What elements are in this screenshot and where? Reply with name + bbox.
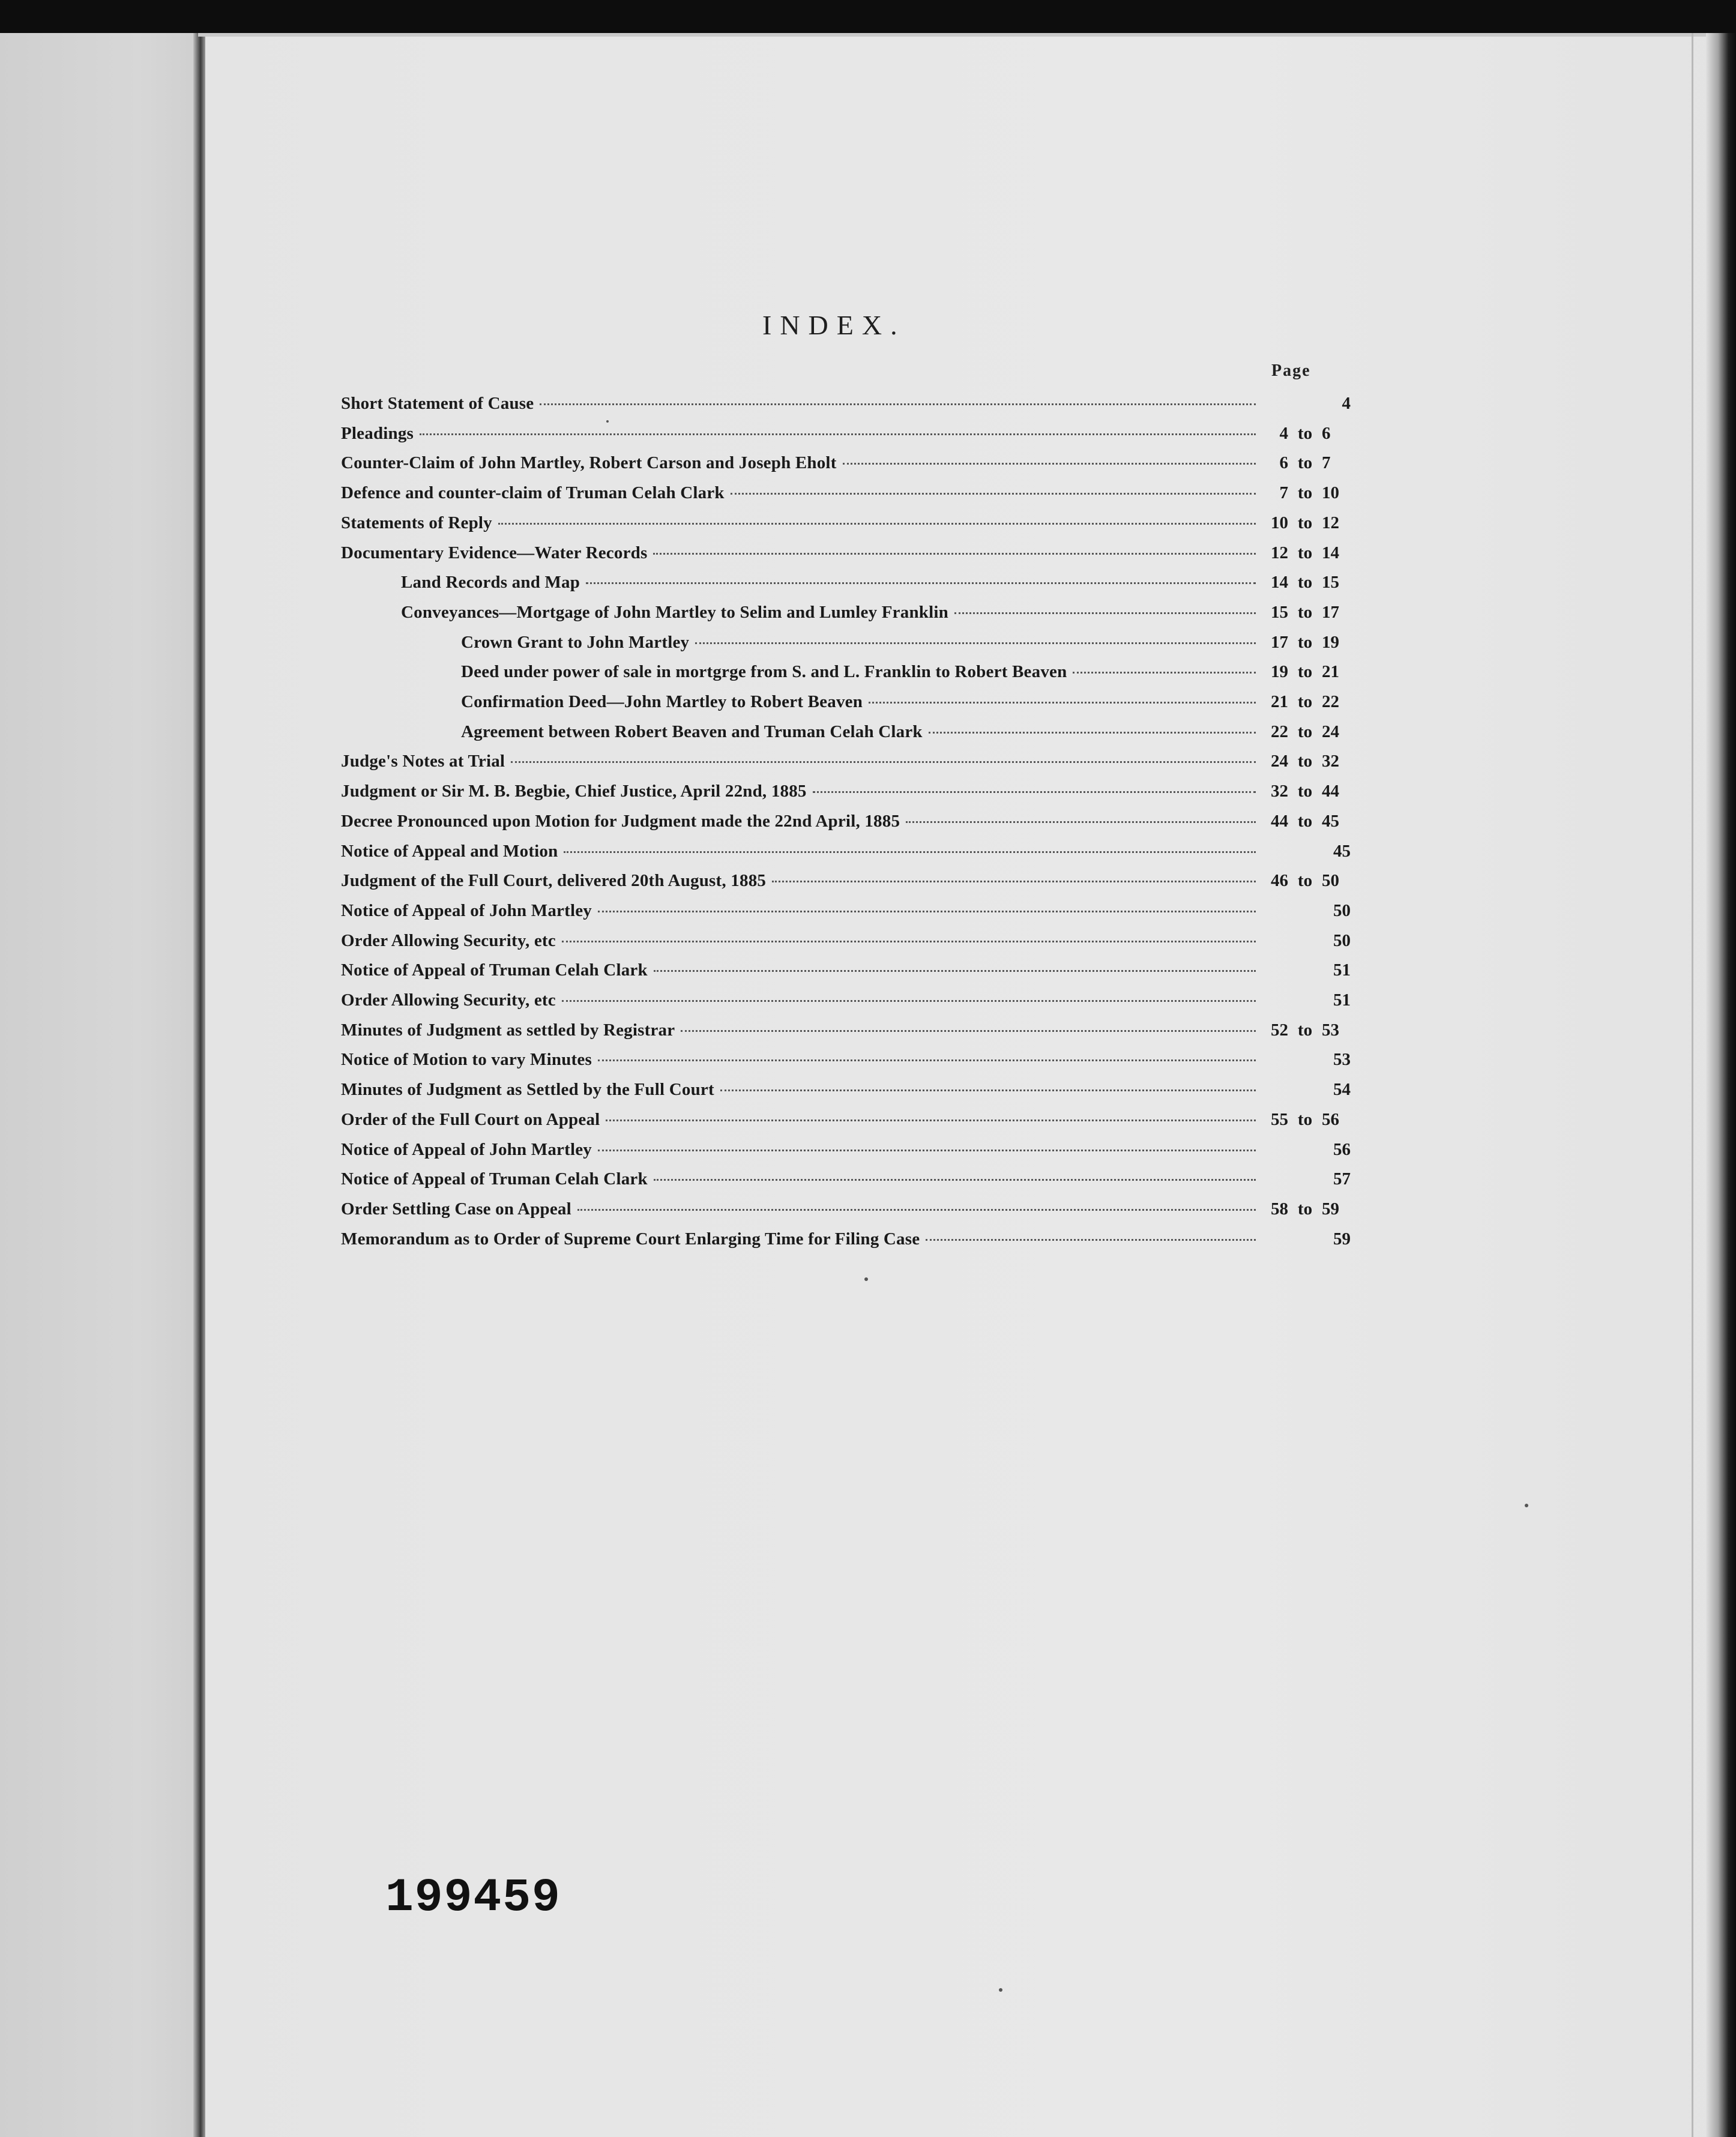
entry-page-to: 14 — [1322, 543, 1339, 562]
entry-page-range — [1259, 782, 1351, 806]
entry-title: Land Records and Map — [401, 573, 580, 592]
index-entry — [341, 782, 1262, 806]
dot-leader — [598, 1059, 1256, 1061]
entry-page-from: 22 — [1271, 722, 1288, 741]
index-entry — [341, 1229, 1262, 1253]
entry-title: Conveyances—Mortgage of John Martley to Selim and Lumley Franklin — [401, 603, 948, 622]
entry-page-to: 17 — [1322, 603, 1339, 622]
accession-number-stamp: 199459 — [385, 1872, 561, 1925]
entry-title: Notice of Appeal of John Martley — [341, 901, 592, 920]
dot-leader — [577, 1209, 1256, 1211]
entry-page-range — [1259, 1199, 1351, 1223]
index-entry — [341, 1169, 1262, 1193]
entry-page-from: 52 — [1271, 1020, 1288, 1040]
entry-page-range — [1259, 662, 1351, 686]
index-entry — [341, 453, 1262, 477]
entry-page-to: 6 — [1322, 424, 1331, 443]
dot-leader — [695, 642, 1256, 644]
entry-page-from: 55 — [1271, 1110, 1288, 1129]
entry-page-from: 4 — [1279, 424, 1288, 443]
index-entry — [461, 662, 1262, 686]
index-entry — [341, 424, 1262, 448]
dot-leader — [562, 941, 1256, 942]
entry-page-range — [1259, 1020, 1351, 1044]
entry-page-to: 32 — [1322, 752, 1339, 771]
entry-page-to-word: to — [1297, 1199, 1313, 1219]
entry-page: 53 — [1333, 1050, 1351, 1069]
index-entry — [461, 633, 1262, 657]
entry-page: 50 — [1333, 901, 1351, 920]
entry-page: 51 — [1333, 990, 1351, 1010]
entry-page-from: 32 — [1271, 782, 1288, 801]
entry-page-to: 15 — [1322, 573, 1339, 592]
entry-page-range — [1259, 1050, 1351, 1074]
index-entry — [401, 603, 1262, 627]
index-entry — [401, 573, 1262, 597]
entry-page-to-word: to — [1297, 692, 1313, 711]
entry-page-to-word: to — [1297, 633, 1313, 652]
entry-page-from: 46 — [1271, 871, 1288, 890]
entry-title: Memorandum as to Order of Supreme Court Enlarging Time for Filing Case — [341, 1229, 920, 1249]
index-entry — [341, 1080, 1262, 1104]
entry-page-from: 7 — [1279, 483, 1288, 502]
entry-title: Notice of Motion to vary Minutes — [341, 1050, 592, 1069]
entry-page-to-word: to — [1297, 453, 1313, 472]
dot-leader — [420, 433, 1256, 435]
dot-leader — [564, 851, 1256, 853]
entry-page-to-word: to — [1297, 513, 1313, 532]
entry-page-to: 24 — [1322, 722, 1339, 741]
entry-page-to-word: to — [1297, 871, 1313, 890]
entry-page-to-word: to — [1297, 812, 1313, 831]
entry-page-to: 45 — [1322, 812, 1339, 831]
index-entry — [341, 931, 1262, 955]
entry-page-from: 14 — [1271, 573, 1288, 592]
dot-leader — [1073, 672, 1256, 674]
entry-page-range — [1259, 812, 1351, 836]
entry-title: Notice of Appeal of Truman Celah Clark — [341, 1169, 648, 1189]
entry-title: Order Allowing Security, etc — [341, 931, 556, 950]
entry-page-from: 19 — [1271, 662, 1288, 681]
dot-leader — [598, 1150, 1256, 1151]
entry-title: Notice of Appeal of John Martley — [341, 1140, 592, 1159]
entry-page-to-word: to — [1297, 1020, 1313, 1040]
entry-page-to-word: to — [1297, 603, 1313, 622]
entry-page-from: 15 — [1271, 603, 1288, 622]
dot-leader — [498, 523, 1256, 525]
entry-page-range — [1259, 842, 1351, 866]
entry-page-range — [1259, 513, 1351, 537]
entry-page-range — [1259, 901, 1351, 925]
entry-page: 50 — [1333, 931, 1351, 950]
index-entry — [341, 1199, 1262, 1223]
entry-page-from: 12 — [1271, 543, 1288, 562]
entry-page-to-word: to — [1297, 543, 1313, 562]
entry-title: Minutes of Judgment as settled by Registrar — [341, 1020, 675, 1040]
entry-title: Minutes of Judgment as Settled by the Full Court — [341, 1080, 714, 1099]
entry-page-range — [1259, 1140, 1351, 1164]
dot-leader — [540, 403, 1256, 405]
entry-page-range — [1259, 1229, 1351, 1253]
index-entry — [461, 722, 1262, 746]
entry-page: 51 — [1333, 960, 1351, 980]
dot-leader — [929, 732, 1256, 734]
entry-page-range — [1259, 483, 1351, 507]
dot-leader — [606, 1120, 1256, 1121]
dot-leader — [843, 463, 1256, 465]
entry-page-range — [1259, 603, 1351, 627]
entry-page-to-word: to — [1297, 424, 1313, 443]
entry-page-to: 53 — [1322, 1020, 1339, 1040]
entry-title: Deed under power of sale in mortgrge from S. and L. Franklin to Robert Beaven — [461, 662, 1067, 681]
entry-page: 56 — [1333, 1140, 1351, 1159]
entry-page-from: 21 — [1271, 692, 1288, 711]
entry-page-range — [1259, 752, 1351, 776]
entry-title: Confirmation Deed—John Martley to Robert Beaven — [461, 692, 863, 711]
index-entry — [341, 960, 1262, 984]
entry-page-to: 12 — [1322, 513, 1339, 532]
entry-title: Notice of Appeal of Truman Celah Clark — [341, 960, 648, 980]
entry-page-to: 19 — [1322, 633, 1339, 652]
dot-leader — [731, 493, 1256, 495]
entry-page-range — [1259, 1169, 1351, 1193]
entry-title: Decree Pronounced upon Motion for Judgment made the 22nd April, 1885 — [341, 812, 900, 831]
dot-leader — [681, 1030, 1256, 1032]
page-column-header: Page — [1271, 361, 1311, 380]
dot-leader — [598, 911, 1256, 912]
entry-title: Judgment of the Full Court, delivered 20th August, 1885 — [341, 871, 767, 890]
entry-page-range — [1259, 573, 1351, 597]
dot-leader — [926, 1239, 1256, 1241]
entry-page-to: 56 — [1322, 1110, 1339, 1129]
entry-page-range — [1259, 692, 1351, 716]
index-heading: INDEX. — [762, 310, 906, 340]
dot-leader — [653, 553, 1256, 555]
entry-page-from: 17 — [1271, 633, 1288, 652]
dot-leader — [562, 1000, 1256, 1002]
entry-page-range — [1259, 931, 1351, 955]
entry-page-to-word: to — [1297, 782, 1313, 801]
index-entry — [341, 812, 1262, 836]
entry-page-range — [1259, 960, 1351, 984]
entry-title: Short Statement of Cause — [341, 394, 534, 413]
entry-page-range — [1259, 990, 1351, 1014]
entry-title: Order Settling Case on Appeal — [341, 1199, 571, 1219]
entry-title: Judge's Notes at Trial — [341, 752, 505, 771]
entry-page-range — [1259, 1080, 1351, 1104]
index-entry — [341, 752, 1262, 776]
index-entry — [341, 483, 1262, 507]
entry-page-from: 24 — [1271, 752, 1288, 771]
index-entry — [341, 990, 1262, 1014]
dot-leader — [906, 821, 1256, 823]
entry-page-range — [1259, 1110, 1351, 1134]
entry-page-from: 44 — [1271, 812, 1288, 831]
dot-leader — [654, 1179, 1256, 1181]
dot-leader — [954, 612, 1256, 614]
entry-page-to-word: to — [1297, 662, 1313, 681]
entry-title: Order of the Full Court on Appeal — [341, 1110, 600, 1129]
entry-page-from: 6 — [1279, 453, 1288, 472]
entry-page: 57 — [1333, 1169, 1351, 1189]
entry-page-to-word: to — [1297, 573, 1313, 592]
entry-page-to-word: to — [1297, 752, 1313, 771]
entry-title: Documentary Evidence—Water Records — [341, 543, 648, 562]
index-entry — [341, 513, 1262, 537]
index-entry — [341, 1140, 1262, 1164]
entry-title: Notice of Appeal and Motion — [341, 842, 558, 861]
entry-page-range — [1259, 633, 1351, 657]
entry-page-range — [1259, 453, 1351, 477]
dot-leader — [654, 970, 1256, 972]
index-entry — [341, 871, 1262, 895]
entry-page-to-word: to — [1297, 1110, 1313, 1129]
entry-page-to-word: to — [1297, 483, 1313, 502]
dot-leader — [720, 1090, 1256, 1091]
entry-page-to: 21 — [1322, 662, 1339, 681]
index-entry — [341, 543, 1262, 567]
index-entry — [341, 394, 1262, 418]
entry-title: Statements of Reply — [341, 513, 492, 532]
index-entry — [341, 1110, 1262, 1134]
entry-page-range — [1259, 871, 1351, 895]
entry-page-range — [1259, 722, 1351, 746]
entry-title: Defence and counter-claim of Truman Celah Clark — [341, 483, 725, 502]
entry-page-to: 10 — [1322, 483, 1339, 502]
entry-title: Counter-Claim of John Martley, Robert Carson and Joseph Eholt — [341, 453, 837, 472]
entry-page-range — [1259, 424, 1351, 448]
entry-page-to: 44 — [1322, 782, 1339, 801]
entry-title: Crown Grant to John Martley — [461, 633, 690, 652]
index-entry — [341, 1020, 1262, 1044]
index-entry — [341, 901, 1262, 925]
entry-page: 54 — [1333, 1080, 1351, 1099]
entry-page-range — [1259, 543, 1351, 567]
entry-page-to: 50 — [1322, 871, 1339, 890]
entry-title: Pleadings — [341, 424, 414, 443]
entry-page-from: 58 — [1271, 1199, 1288, 1219]
entry-title: Agreement between Robert Beaven and Truman Celah Clark — [461, 722, 923, 741]
dot-leader — [586, 582, 1256, 584]
entry-title: Order Allowing Security, etc — [341, 990, 556, 1010]
dot-leader — [813, 791, 1256, 793]
entry-page-to-word: to — [1297, 722, 1313, 741]
entry-title: Judgment or Sir M. B. Begbie, Chief Justice, April 22nd, 1885 — [341, 782, 807, 801]
dot-leader — [511, 761, 1256, 763]
index-entry — [341, 842, 1262, 866]
index-entry — [461, 692, 1262, 716]
dot-leader — [772, 881, 1256, 882]
entry-page-to: 22 — [1322, 692, 1339, 711]
index-entry — [341, 1050, 1262, 1074]
entry-page-to: 59 — [1322, 1199, 1339, 1219]
entry-page: 4 — [1342, 394, 1351, 413]
entry-page-range — [1259, 394, 1351, 418]
entry-page: 45 — [1333, 842, 1351, 861]
entry-page-to: 7 — [1322, 453, 1331, 472]
entry-page: 59 — [1333, 1229, 1351, 1249]
entry-page-from: 10 — [1271, 513, 1288, 532]
dot-leader — [869, 702, 1256, 704]
